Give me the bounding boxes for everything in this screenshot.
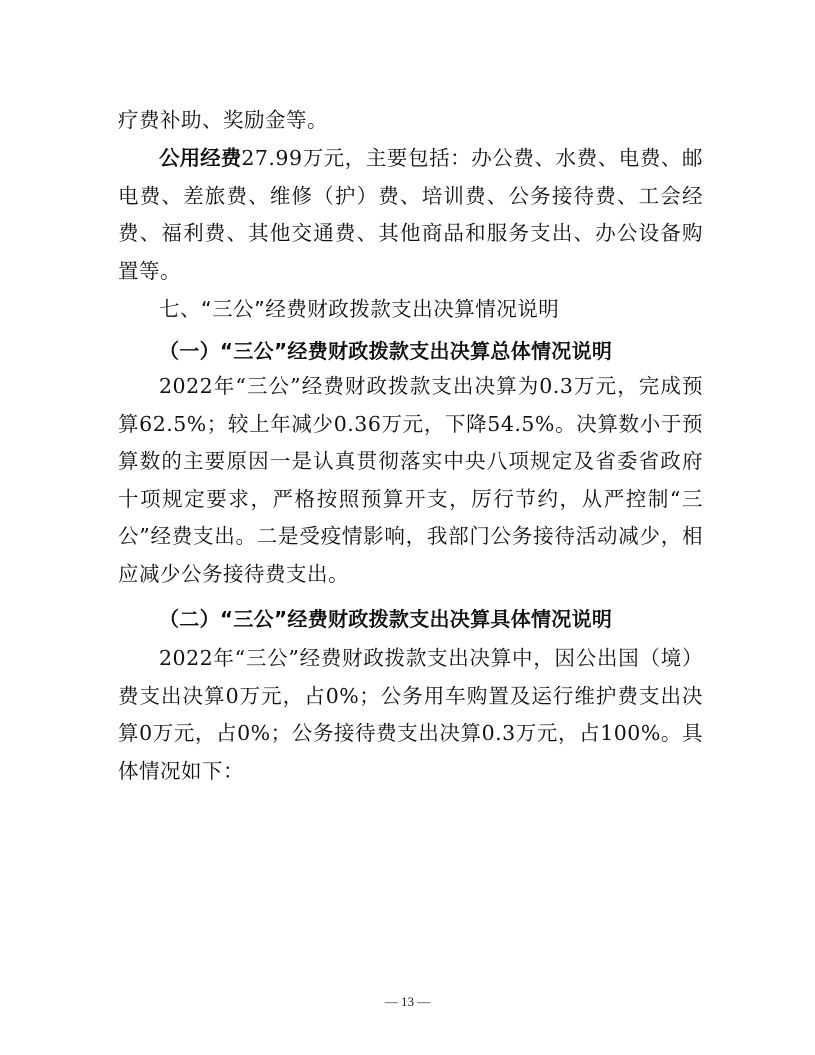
paragraph-overall: 2022年“三公”经费财政拨款支出决算为0.3万元，完成预算62.5%；较上年减少0.36万元，下降54.5%。决算数小于预算数的主要原因一是认真贯彻落实中央八项规定及省委省政府十项规定要求，严格按照预算开支，厉行节约，从严控制“三公”经费支出。二是受疫情影响，我部门公务接待活动减少，相应减少公务接待费支出。	[118, 374, 703, 586]
page-number: — 13 —	[384, 994, 431, 1009]
paragraph-public-expenses	[118, 140, 703, 290]
section-heading-seven: 七、“三公”经费财政拨款支出决算情况说明	[159, 297, 560, 321]
public-expenses-body: 27.99万元，主要包括：办公费、水费、电费、邮电费、差旅费、维修（护）费、培训费、公务接待费、工会经费、福利费、其他交通费、其他商品和服务支出、办公设备购置等。	[118, 146, 704, 283]
paragraph-continuation: 疗费补助、奖励金等。	[118, 108, 328, 132]
paragraph-detail: 2022年“三公”经费财政拨款支出决算中，因公出国（境）费支出决算0万元，占0%；公务用车购置及运行维护费支出决算0万元，占0%；公务接待费支出决算0.3万元，占100%。具体情况如下：	[118, 646, 703, 783]
subheading-overall: （一）“三公”经费财政拨款支出决算总体情况说明	[159, 339, 613, 363]
subheading-detail: （二）“三公”经费财政拨款支出决算具体情况说明	[159, 607, 613, 631]
public-expenses-label: 公用经费	[159, 146, 242, 170]
